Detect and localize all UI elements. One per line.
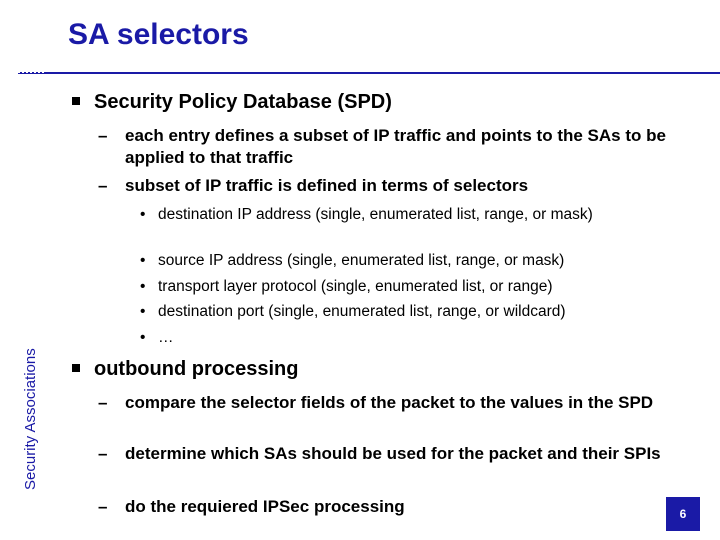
selector-text: transport layer protocol (single, enumerated list, or range) [158, 278, 553, 295]
dash-bullet-icon: – [98, 444, 108, 463]
dot-bullet-icon: • [140, 303, 146, 320]
sub-bullet-text: determine which SAs should be used for the packet and their SPIs [125, 444, 661, 463]
square-bullet-icon [72, 364, 80, 372]
dot-bullet-icon: • [140, 278, 146, 295]
title-divider-dots [18, 71, 44, 73]
bullet-outbound [72, 358, 298, 381]
page-number-badge [666, 497, 700, 531]
sub-bullet-compare [98, 392, 698, 414]
dot-bullet-icon: • [140, 252, 146, 269]
selector-text: destination port (single, enumerated list, range, or wildcard) [158, 303, 566, 320]
dash-bullet-icon: – [98, 497, 108, 516]
sub-bullet-text: subset of IP traffic is defined in terms of selectors [125, 176, 529, 195]
dash-bullet-icon: – [98, 126, 108, 145]
dot-bullet-icon: • [140, 329, 146, 346]
slide-title: SA selectors [68, 18, 249, 51]
bullet-text: Security Policy Database (SPD) [94, 91, 392, 113]
selector-item [140, 302, 680, 322]
selector-text: source IP address (single, enumerated list, range, or mask) [158, 252, 565, 269]
dash-bullet-icon: – [98, 176, 108, 195]
square-bullet-icon [72, 97, 80, 105]
dash-bullet-icon: – [98, 393, 108, 412]
selector-text: destination IP address (single, enumerated list, range, or mask) [158, 206, 593, 223]
sub-bullet-text: each entry defines a subset of IP traffic and points to the SAs to be applied to that traffic [125, 126, 666, 167]
title-divider [18, 72, 720, 74]
sub-bullet-spd-entry [98, 125, 698, 169]
bullet-text: outbound processing [94, 358, 299, 380]
selector-item [140, 205, 680, 225]
side-label: Security Associations [22, 348, 39, 490]
selector-item [140, 277, 680, 297]
bullet-spd [72, 91, 392, 114]
sub-bullet-text: compare the selector fields of the packet to the values in the SPD [125, 393, 654, 412]
page-number: 6 [679, 507, 687, 521]
selector-item [140, 251, 680, 271]
sub-bullet-selectors [98, 175, 698, 197]
sub-bullet-text: do the requiered IPSec processing [125, 497, 405, 516]
sub-bullet-determine [98, 443, 698, 465]
sub-bullet-processing [98, 496, 698, 518]
selector-text: … [158, 329, 174, 346]
dot-bullet-icon: • [140, 206, 146, 223]
selector-item [140, 328, 680, 348]
